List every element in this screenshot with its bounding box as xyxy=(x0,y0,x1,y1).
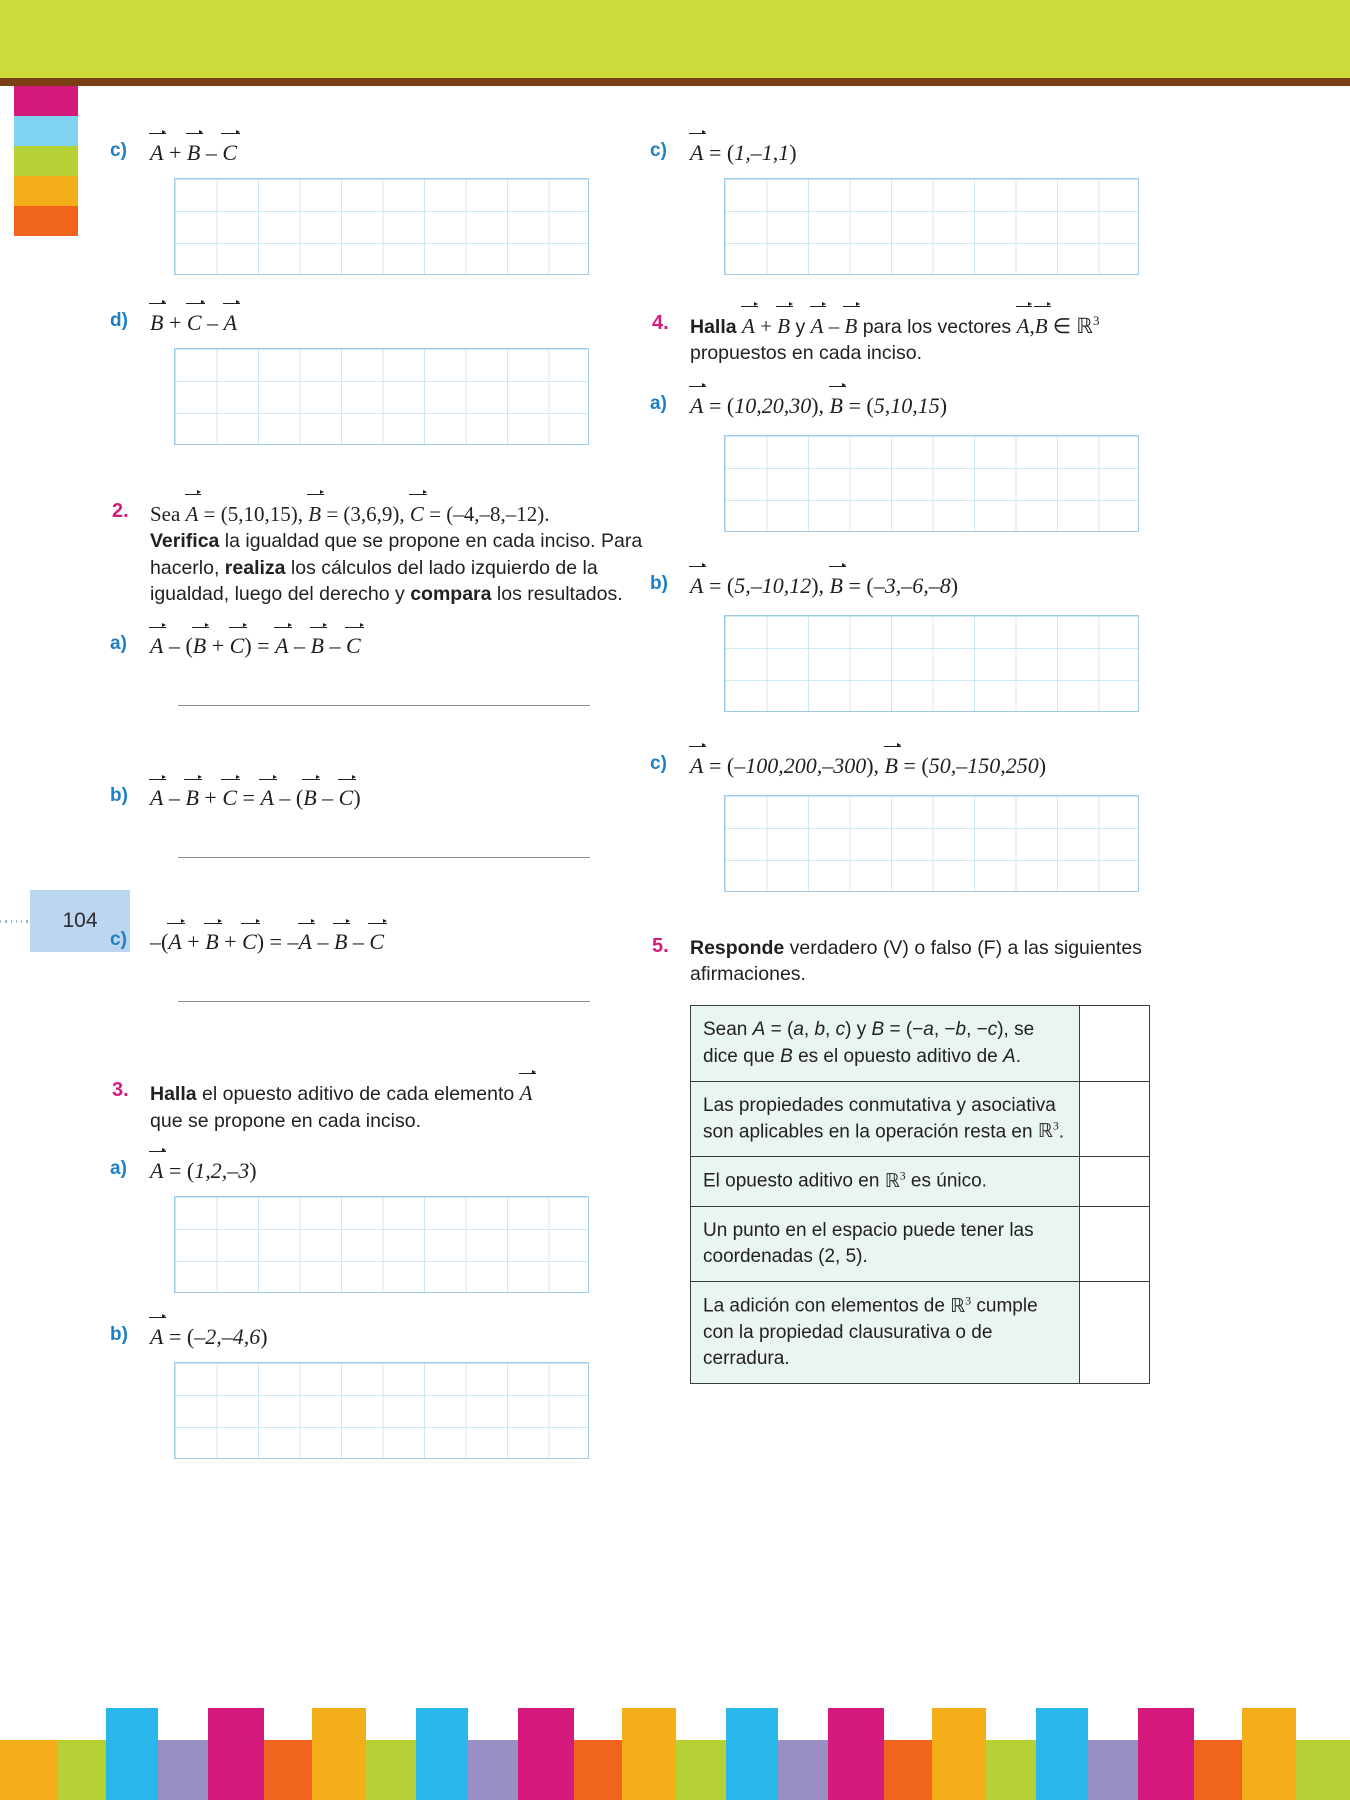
answer-line-2a[interactable] xyxy=(178,705,590,706)
exercise-2a-label: a) xyxy=(110,633,127,655)
answer-grid-3b[interactable] xyxy=(174,1362,589,1459)
exercise-4c-expression: A = (–100,200,–300), B = (50,–150,250) xyxy=(690,752,1047,778)
answer-grid-4a[interactable] xyxy=(724,435,1139,532)
table-row xyxy=(691,1207,1150,1282)
exercise-1c xyxy=(110,140,670,290)
color-chip-yellow xyxy=(14,176,78,206)
exercise-1d-expression: B + C – A xyxy=(150,310,238,335)
exercise-2c-label: c) xyxy=(110,929,127,951)
table-row xyxy=(691,1282,1150,1384)
exercise-5 xyxy=(652,934,1210,988)
exercise-4b-label: b) xyxy=(650,572,668,594)
exercise-1d-label: d) xyxy=(110,310,128,331)
left-column xyxy=(110,140,670,1480)
exercise-5-statement: Responde verdadero (V) o falso (F) a las siguientes afirmaciones. xyxy=(690,936,1142,985)
exercise-1c-right-label: c) xyxy=(650,140,667,161)
table-row xyxy=(691,1157,1150,1207)
exercise-4a-expression: A = (10,20,30), B = (5,10,15) xyxy=(690,392,948,418)
exercise-2a-expression: A – (B + C) = A – B – C xyxy=(150,633,361,659)
answer-cell-3[interactable] xyxy=(1080,1157,1150,1207)
exercise-4c xyxy=(650,752,1210,913)
true-false-table xyxy=(690,1005,1150,1384)
statement-cell-2: Las propiedades conmutativa y asociativa son aplicables en la operación resta en ℝ$^3$. xyxy=(691,1081,1080,1157)
bottom-decorative-bars xyxy=(0,1670,1350,1800)
statement-cell-4: Un punto en el espacio puede tener las coordenadas (2, 5). xyxy=(691,1207,1080,1282)
top-rule-divider xyxy=(0,78,1350,86)
exercise-3a-expression: A = (1,2,–3) xyxy=(150,1157,257,1183)
color-chip-cyan xyxy=(14,116,78,146)
exercise-4-number: 4. xyxy=(652,312,669,334)
exercise-3-statement: Halla el opuesto aditivo de cada elemento A que se propone en cada inciso. xyxy=(150,1081,533,1132)
exercise-2b xyxy=(110,785,670,877)
answer-grid-4c[interactable] xyxy=(724,795,1139,892)
page-number: 104 xyxy=(30,890,130,952)
exercise-3-number: 3. xyxy=(112,1079,129,1102)
answer-grid-1d[interactable] xyxy=(174,348,589,445)
exercise-1c-right-expression: A = (1,–1,1) xyxy=(690,140,797,165)
statement-cell-3: El opuesto aditivo en ℝ$^3$ es único. xyxy=(691,1157,1080,1207)
color-chip-magenta xyxy=(14,86,78,116)
exercise-3a xyxy=(110,1157,670,1308)
exercise-4 xyxy=(652,312,1210,367)
exercise-1c-expression: A + B – C xyxy=(150,140,238,165)
exercise-3b-label: b) xyxy=(110,1323,128,1345)
answer-cell-5[interactable] xyxy=(1080,1282,1150,1384)
exercise-4a xyxy=(650,392,1210,553)
exercise-5-number: 5. xyxy=(652,934,669,957)
exercise-4a-label: a) xyxy=(650,392,667,414)
exercise-3a-label: a) xyxy=(110,1157,127,1179)
exercise-1d xyxy=(110,310,670,490)
exercise-3 xyxy=(112,1079,670,1134)
exercise-2a xyxy=(110,633,670,725)
exercise-2b-expression: A – B + C = A – (B – C) xyxy=(150,785,361,811)
exercise-2c xyxy=(110,929,670,1021)
table-row xyxy=(691,1081,1150,1157)
exercise-3b xyxy=(110,1323,670,1474)
exercise-4b xyxy=(650,572,1210,733)
color-chip-orange xyxy=(14,206,78,236)
statement-cell-5: La adición con elementos de ℝ$^3$ cumple con la propiedad clausurativa o de cerradura. xyxy=(691,1282,1080,1384)
answer-cell-2[interactable] xyxy=(1080,1081,1150,1157)
exercise-2c-expression: –(A + B + C) = –A – B – C xyxy=(150,929,385,955)
exercise-1c-right xyxy=(650,140,1210,290)
exercise-1c-label: c) xyxy=(110,140,127,161)
statement-cell-1: Sean A = (a, b, c) y B = (−a, −b, −c), se dice que B es el opuesto aditivo de A. xyxy=(691,1006,1080,1081)
answer-grid-1c-right[interactable] xyxy=(724,178,1139,275)
answer-line-2c[interactable] xyxy=(178,1001,590,1002)
answer-grid-1c[interactable] xyxy=(174,178,589,275)
exercise-2-statement: Sea A = (5,10,15), B = (3,6,9), C = (–4,–8,–12). Verifica la igualdad que se propone en cada inciso. Para hacerlo, realiza los cálculos del lado izquierdo de la igualdad, luego del derecho y compara los resultados. xyxy=(150,502,643,605)
answer-cell-1[interactable] xyxy=(1080,1006,1150,1081)
table-row xyxy=(691,1006,1150,1081)
exercise-4c-label: c) xyxy=(650,752,667,774)
exercise-4b-expression: A = (5,–10,12), B = (–3,–6,–8) xyxy=(690,572,959,598)
answer-line-2b[interactable] xyxy=(178,857,590,858)
answer-grid-4b[interactable] xyxy=(724,615,1139,712)
color-chip-green xyxy=(14,146,78,176)
exercise-2b-label: b) xyxy=(110,785,128,807)
top-decorative-band xyxy=(0,0,1350,78)
exercise-3b-expression: A = (–2,–4,6) xyxy=(150,1323,268,1349)
exercise-4-statement: Halla A + B y A – B para los vectores A,B ∈ ℝ$^3$ propuestos en cada inciso. xyxy=(690,313,1100,365)
right-column xyxy=(650,140,1210,1384)
answer-cell-4[interactable] xyxy=(1080,1207,1150,1282)
exercise-2-number: 2. xyxy=(112,500,129,522)
answer-grid-3a[interactable] xyxy=(174,1196,589,1293)
exercise-2 xyxy=(112,500,670,607)
